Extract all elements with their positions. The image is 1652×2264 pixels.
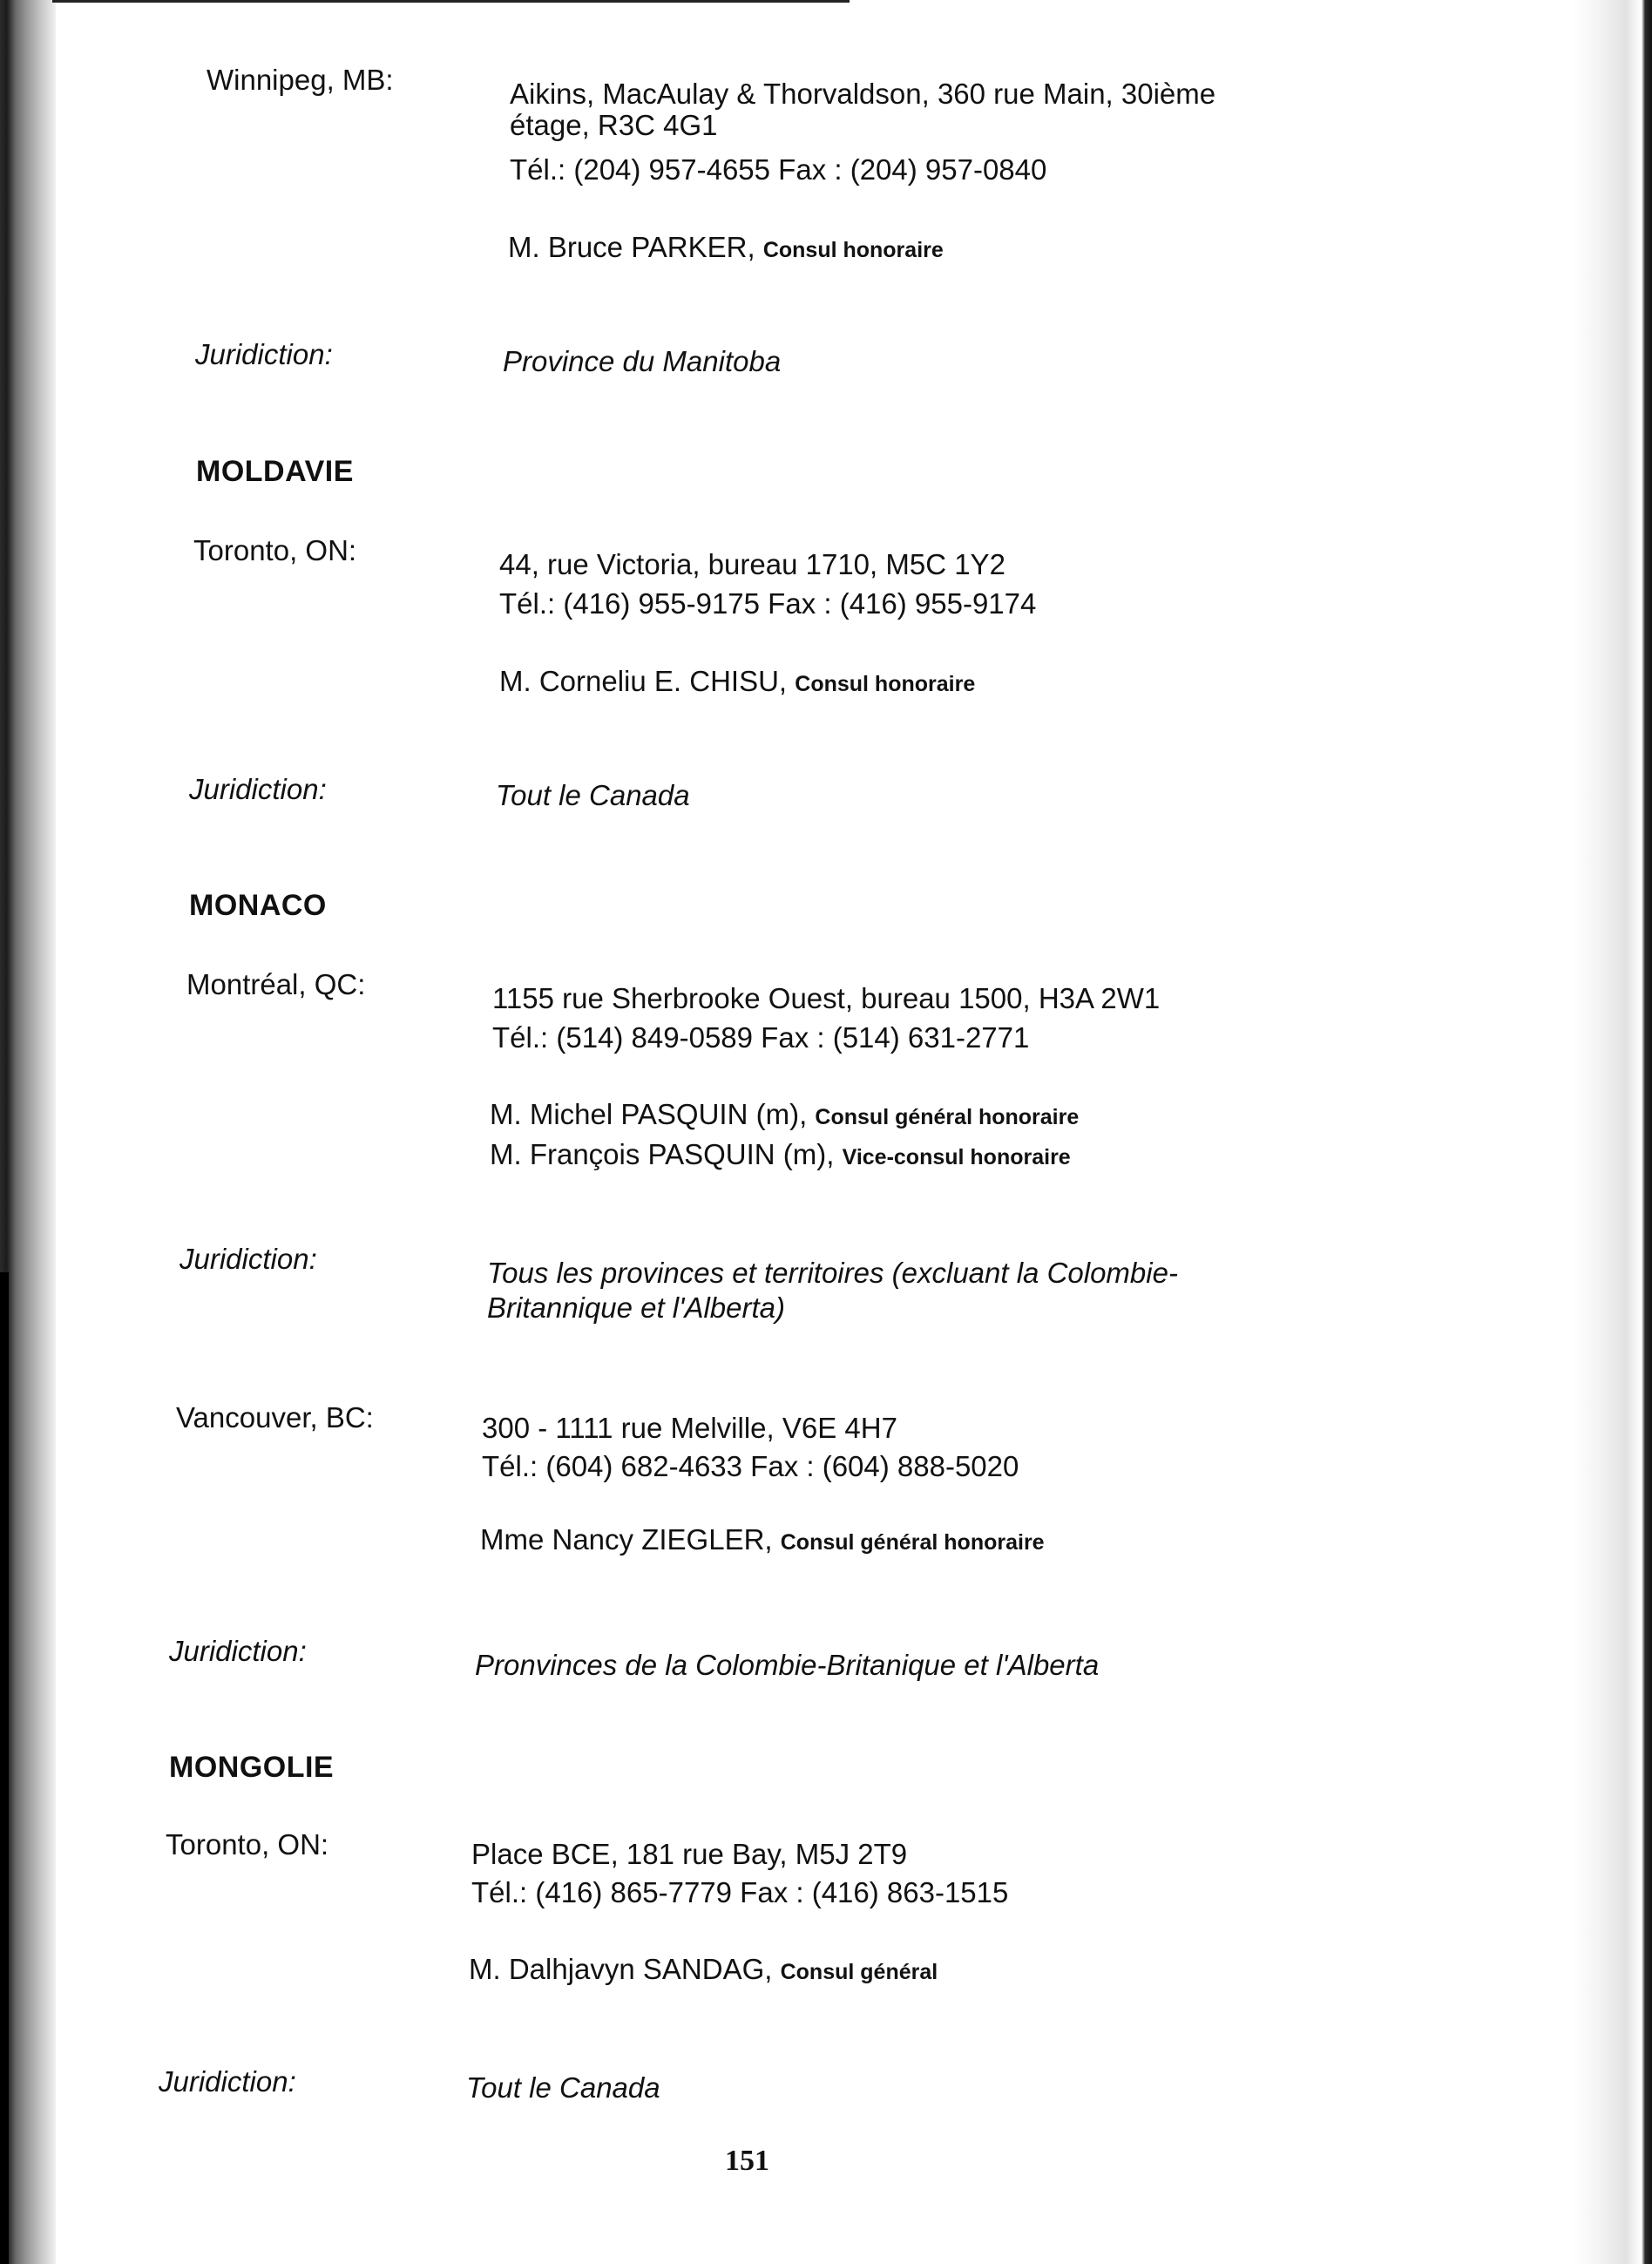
scan-right-shadow <box>1574 0 1652 2264</box>
jurisdiction-text: Britannique et l'Alberta) <box>487 1291 785 1324</box>
contact-role: Consul général <box>780 1960 938 1984</box>
jurisdiction-text: Tous les provinces et territoires (excluant la Colombie- <box>487 1257 1178 1289</box>
contact-line <box>499 664 975 702</box>
contact-name: M. Bruce PARKER, <box>508 231 755 263</box>
scan-binding-edge <box>0 0 56 2264</box>
phone-fax: Tél.: (514) 849-0589 Fax : (514) 631-2771 <box>492 1021 1030 1054</box>
jurisdiction-text: Province du Manitoba <box>503 345 782 377</box>
phone-fax: Tél.: (416) 865-7779 Fax : (416) 863-1515 <box>471 1876 1009 1908</box>
phone-fax: Tél.: (604) 682-4633 Fax : (604) 888-5020 <box>482 1450 1019 1482</box>
contact-name: M. François PASQUIN (m), <box>490 1138 835 1170</box>
contact-line <box>508 230 944 268</box>
address-line: 44, rue Victoria, bureau 1710, M5C 1Y2 <box>499 548 1005 580</box>
city-label: Toronto, ON: <box>193 534 357 566</box>
country-heading: MONACO <box>189 889 327 922</box>
jurisdiction-label: Juridiction: <box>179 1243 317 1275</box>
country-heading: MOLDAVIE <box>196 455 354 488</box>
scan-top-rule <box>52 0 850 3</box>
page-number: 151 <box>725 2145 769 2177</box>
contact-name: Mme Nancy ZIEGLER, <box>480 1523 773 1556</box>
city-label: Toronto, ON: <box>166 1828 329 1861</box>
address-line: 300 - 1111 rue Melville, V6E 4H7 <box>482 1412 897 1444</box>
contact-name: M. Michel PASQUIN (m), <box>490 1098 808 1130</box>
city-label: Montréal, QC: <box>186 968 366 1000</box>
jurisdiction-text: Pronvinces de la Colombie-Britanique et l'Alberta <box>475 1649 1100 1681</box>
jurisdiction-text: Tout le Canada <box>496 779 690 811</box>
city-label: Vancouver, BC: <box>176 1401 374 1434</box>
city-label: Winnipeg, MB: <box>206 64 394 96</box>
contact-role: Consul général honoraire <box>815 1105 1080 1129</box>
jurisdiction-label: Juridiction: <box>195 338 333 370</box>
jurisdiction-text: Tout le Canada <box>466 2071 660 2104</box>
address-line: étage, R3C 4G1 <box>510 109 718 141</box>
jurisdiction-label: Juridiction: <box>159 2065 296 2098</box>
contact-role: Vice-consul honoraire <box>842 1145 1071 1169</box>
phone-fax: Tél.: (204) 957-4655 Fax : (204) 957-0840 <box>510 153 1047 186</box>
contact-name: M. Dalhjavyn SANDAG, <box>469 1953 773 1985</box>
contact-name: M. Corneliu E. CHISU, <box>499 665 788 697</box>
jurisdiction-label: Juridiction: <box>169 1635 307 1667</box>
contact-role: Consul honoraire <box>762 238 944 262</box>
phone-fax: Tél.: (416) 955-9175 Fax : (416) 955-9174 <box>499 587 1037 620</box>
address-line: 1155 rue Sherbrooke Ouest, bureau 1500, H3A 2W1 <box>492 982 1161 1014</box>
jurisdiction-label: Juridiction: <box>189 773 327 805</box>
contact-line <box>469 1952 938 1989</box>
contact-line <box>490 1137 1071 1175</box>
address-line: Place BCE, 181 rue Bay, M5J 2T9 <box>471 1838 908 1870</box>
address-line: Aikins, MacAulay & Thorvaldson, 360 rue Main, 30ième <box>510 78 1216 110</box>
contact-role: Consul général honoraire <box>780 1530 1045 1555</box>
country-heading: MONGOLIE <box>169 1751 335 1784</box>
contact-line <box>490 1097 1079 1135</box>
contact-line <box>480 1522 1045 1560</box>
contact-role: Consul honoraire <box>795 672 976 696</box>
